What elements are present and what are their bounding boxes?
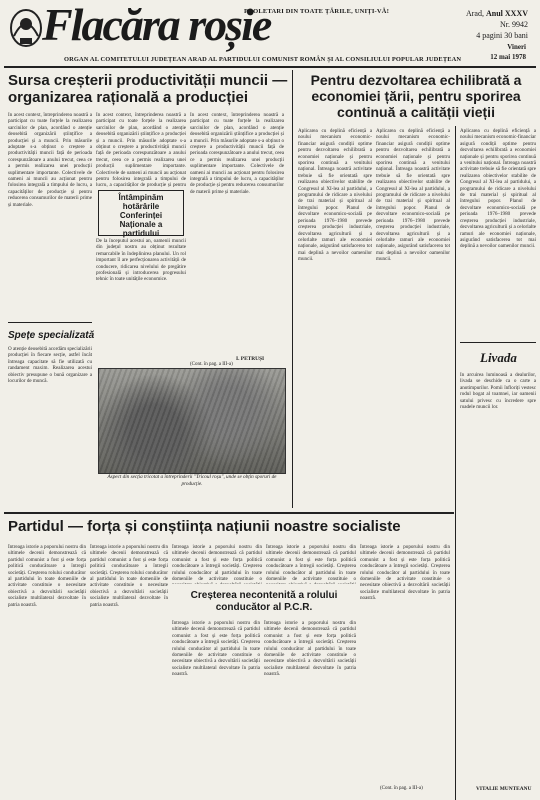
development-column-3: Aplicarea cu deplină eficiență a noului mecanism economic-financiar asigură condiții optime pentru dezvoltarea echilibrată a economiei naționale și pentru sporirea continuă a venitului național. Întreaga noastră activitate trebuie să fie orientată spre realizarea obiectivelor stabilite de Congresul al XI-lea al partidului, a programului de ridicare a nivelului de trai material și spiritual al întregului popor. Planul de dezvoltare economico-socială pe perioada 1976–1980 prevede creșterea producției industriale, dezvoltarea agriculturii și a celorlalte ramuri ale economiei naționale, asigurând satisfacerea tot mai deplină a nevoilor oamenilor muncii. xyxy=(460,128,536,250)
photo-caption: Aspect din secția tricotat a întreprinderii "Tricoul roșu", unde se obțin sporuri de producție. xyxy=(107,474,277,487)
productivity-column-2: In acest context, întreprinderea noastră a participat cu toate forțele la realizarea sarcinilor de plan, acordând o atenție deosebită organizării științifice a producției și a muncii. Prin măsurile adoptate s-a obținut o creștere a productivității muncii față de perioada corespunzătoare a anului trecut, ceea ce a permis realizarea unei producții suplimentare importante. Colectivele de oameni ai muncii au acționat pentru folosirea integrală a timpului de lucru, a capacităților de producție și pentru xyxy=(96,112,186,188)
headline-party: Partidul — forța și conștiința națiunii noastre socialiste xyxy=(8,518,401,535)
party-column-4-top: Întreaga istorie a poporului nostru din ultimele decenii demonstrează că partidul comunist a fost și este forța politică conducătoare a întregii societăți. Creșterea rolului conducător al partidului în toate domeniile de activitate constituie o xyxy=(266,544,356,583)
livada-text: In arcuirea luminoasă a dealurilor, livada se deschide ca o carte a anotimpurilor. Pomii înfloriți vestesc rodul bogat al toamnei, iar oamenii satului privesc cu încredere spre roadele muncii lor. xyxy=(460,372,536,411)
headline-development: Pentru dezvoltarea echilibrată a economiei țării, pentru sporirea continuă a calității vieții xyxy=(310,72,522,120)
slogan: PROLETARI DIN TOATE ȚĂRILE, UNIȚI-VĂ! xyxy=(244,8,390,15)
pages-price: 4 pagini 30 bani xyxy=(476,31,528,40)
productivity-continued: (Cont. în pag. a III-a) xyxy=(190,362,233,367)
party-emblem-icon xyxy=(8,6,44,48)
specialization-text: O atenție deosebită acordăm specializării producției în fiecare secție, astfel încât întreaga capacitate să fie utilizată cu randament maxim. Realizarea acestui obiectiv presupune o bună organizare a locurilor de muncă. xyxy=(8,346,92,385)
productivity-signature: I. PETRUȘI xyxy=(236,356,265,362)
headline-specialization: Spețe specializată xyxy=(8,330,95,341)
newspaper-title: Flacăra roșie xyxy=(42,0,271,50)
divider-livada xyxy=(460,342,536,343)
volume: Anul XXXV xyxy=(485,9,528,18)
column-divider-right xyxy=(455,126,456,800)
party-column-5: Întreaga istorie a poporului nostru din ultimele decenii demonstrează că partidul comunist a fost și este forța politică conducătoare a întregii societăți. Creșterea rolului conducător al partidului în toate domeniile de activitate constituie o necesitate obiectivă a dezvoltării societății socialiste multilateral dezvoltate în patria noastră. xyxy=(360,544,450,602)
city: Arad, xyxy=(465,9,484,18)
productivity-column-3: In acest context, întreprinderea noastră a participat cu toate forțele la realizarea sarcinilor de plan, acordând o atenție deosebită organizării științifice a producției și a muncii. Prin măsurile adoptate s-a obținut o creștere a productivității muncii față de perioada corespunzătoare a anului trecut, ceea ce a permis realizarea unei producții suplimentare importante. Colectivele de oameni ai muncii au acționat pentru folosirea integrală a timpului de lucru, a capacităților de producție și pentru reducerea consumurilor de materii prime și materiale. xyxy=(190,112,284,195)
livada-signature: VITALIE MUNTEANU xyxy=(476,786,532,792)
development-column-2: Aplicarea cu deplină eficiență a noului mecanism economic-financiar asigură condiții optime pentru dezvoltarea echilibrată a economiei naționale și pentru sporirea continuă a venitului național. Întreaga noastră activitate trebuie să fie orientată spre realizarea obiectivelor stabilite de Congresul al XI-lea al partidului, a programului de ridicare a nivelului de trai material și spiritual al întregului popor. Planul de dezvoltare economico-socială pe perioada 1976–1980 prevede creșterea producției industriale, dezvoltarea agriculturii și a celorlalte ramuri ale economiei naționale, asigurând satisfacerea tot mai deplină a nevoilor oamenilor muncii. xyxy=(376,128,450,263)
weekday: Vineri xyxy=(507,43,526,51)
publication-info xyxy=(410,8,528,41)
divider-specialization xyxy=(8,322,92,323)
subheadline-party: Creșterea necontenită a rolului conducător al P.C.R. xyxy=(190,590,338,613)
headline-conference: Întâmpinăm hotărârile Conferinței Naționale a partidului xyxy=(118,193,164,238)
conference-text: De la începutul acestui an, oamenii muncii din județul nostru au obținut rezultate remarcabile în îndeplinirea planului. Un rol important îl are perfecționarea activității de conducere, ridicarea nivelului de pregătire profesională și introducerea progresului tehnic în toate unitățile economice. xyxy=(96,238,186,283)
factory-photo xyxy=(98,368,286,474)
party-continued: (Cont. în pag. a III-a) xyxy=(380,786,423,791)
organ-line: ORGAN AL COMITETULUI JUDEȚEAN ARAD AL PARTIDULUI COMUNIST ROMÂN ȘI AL CONSILIULUI POPULAR JUDEȚEAN xyxy=(64,56,462,63)
party-column-4: Întreaga istorie a poporului nostru din ultimele decenii demonstrează că partidul comunist a fost și este forța politică conducătoare a întregii societăți. Creșterea rolului conducător al partidului în toate domeniile de activitate constituie o necesitate obiectivă a dezvoltării societății socialiste multilateral dezvoltate în patria noastră. xyxy=(264,620,356,678)
issue-date xyxy=(490,42,526,62)
party-column-3-top: Întreaga istorie a poporului nostru din ultimele decenii demonstrează că partidul comunist a fost și este forța politică conducătoare a întregii societăți. Creșterea rolului conducător al partidului în toate domeniile de activitate constituie o xyxy=(172,544,262,583)
date: 12 mai 1978 xyxy=(490,53,526,61)
party-column-2: Întreaga istorie a poporului nostru din ultimele decenii demonstrează că partidul comunist a fost și este forța politică conducătoare a întregii societăți. Creșterea rolului conducător al partidului în toate domeniile de activitate constituie o necesitate obiectivă a dezvoltării societății socialiste multilateral dezvoltate în patria noastră. xyxy=(90,544,168,608)
issue-number: Nr. 9942 xyxy=(500,20,528,29)
masthead xyxy=(6,0,534,66)
productivity-column-1: In acest context, întreprinderea noastră a participat cu toate forțele la realizarea sarcinilor de plan, acordând o atenție deosebită organizării științifice a producției și a muncii. Prin măsurile adoptate s-a obținut o creștere a productivității muncii față de perioada corespunzătoare a anului trecut, ceea ce a permis realizarea unei producții suplimentare importante. Colectivele de oameni ai muncii au acționat pentru folosirea integrală a timpului de lucru, a capacităților de producție și pentru reducerea consumurilor de materii prime și materiale. xyxy=(8,112,92,208)
divider-party xyxy=(4,512,454,514)
party-column-1: Întreaga istorie a poporului nostru din ultimele decenii demonstrează că partidul comunist a fost și este forța politică conducătoare a întregii societăți. Creșterea rolului conducător al partidului în toate domeniile de activitate constituie o necesitate obiectivă a dezvoltării societății socialiste multilateral dezvoltate în patria noastră. xyxy=(8,544,86,608)
conference-box xyxy=(98,190,184,236)
masthead-divider xyxy=(4,66,536,68)
development-column-1: Aplicarea cu deplină eficiență a noului mecanism economic-financiar asigură condiții optime pentru dezvoltarea echilibrată a economiei naționale și pentru sporirea continuă a venitului național. Întreaga noastră activitate trebuie să fie orientată spre realizarea obiectivelor stabilite de Congresul al XI-lea al partidului, a programului de ridicare a nivelului de trai material și spiritual al întregului popor. Planul de dezvoltare economico-socială pe perioada 1976–1980 prevede creșterea producției industriale, dezvoltarea agriculturii și a celorlalte ramuri ale economiei naționale, asigurând satisfacerea tot mai deplină a nevoilor oamenilor muncii. xyxy=(298,128,372,263)
headline-productivity: Sursa creșterii productivității muncii — organizarea rațională a producției xyxy=(8,72,288,106)
party-column-3: Întreaga istorie a poporului nostru din ultimele decenii demonstrează că partidul comunist a fost și este forța politică conducătoare a întregii societăți. Creșterea rolului conducător al partidului în toate domeniile de activitate constituie o necesitate obiectivă a dezvoltării societății socialiste multilateral dezvoltate în patria noastră. xyxy=(172,620,260,678)
livada-title: Livada xyxy=(480,350,517,365)
column-divider xyxy=(292,70,293,508)
